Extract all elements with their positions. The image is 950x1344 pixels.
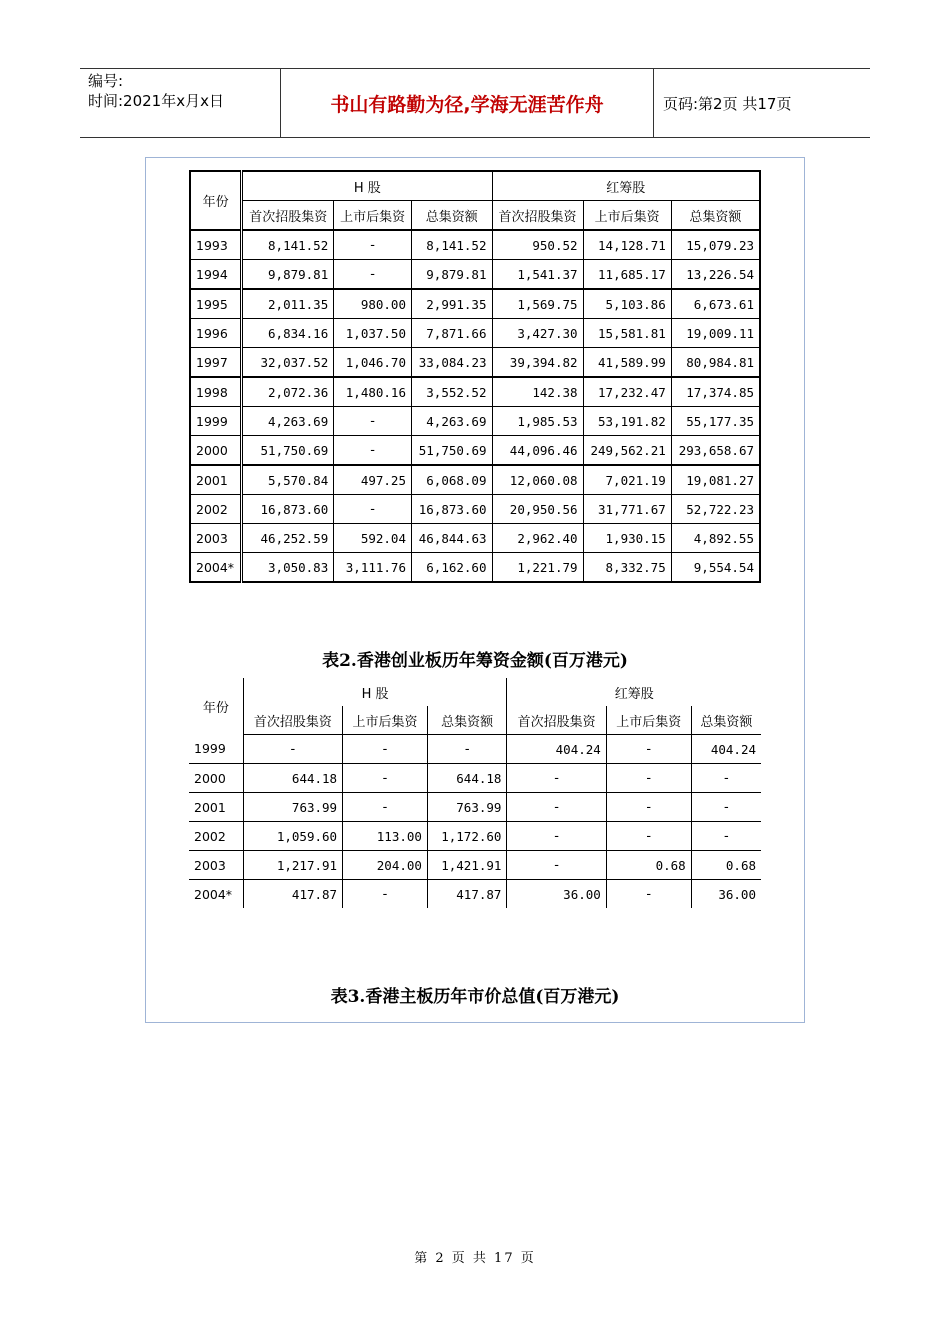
- value-cell: 1,480.16: [334, 377, 412, 407]
- value-cell: 51,750.69: [242, 436, 334, 466]
- value-cell: 33,084.23: [411, 348, 492, 378]
- column-header: 总集资额: [671, 201, 760, 231]
- value-cell: 2,962.40: [492, 524, 583, 553]
- value-cell: 6,068.09: [411, 465, 492, 495]
- year-cell: 1995: [190, 289, 242, 319]
- column-header: 首次招股集资: [507, 706, 606, 735]
- value-cell: -: [334, 230, 412, 260]
- value-cell: 9,879.81: [411, 260, 492, 290]
- table-row: [189, 851, 761, 880]
- table-row: [190, 377, 760, 407]
- value-cell: 763.99: [243, 793, 342, 822]
- year-cell: 2002: [189, 822, 243, 851]
- value-cell: -: [606, 822, 691, 851]
- table-row: [190, 524, 760, 553]
- value-cell: 5,103.86: [583, 289, 671, 319]
- caption-table2: 表2.香港创业板历年筹资金额(百万港元): [322, 651, 628, 671]
- value-cell: 20,950.56: [492, 495, 583, 524]
- value-cell: -: [343, 880, 428, 909]
- value-cell: 204.00: [343, 851, 428, 880]
- year-cell: 2002: [190, 495, 242, 524]
- value-cell: 5,570.84: [242, 465, 334, 495]
- table-row: [190, 289, 760, 319]
- value-cell: 980.00: [334, 289, 412, 319]
- value-cell: 1,046.70: [334, 348, 412, 378]
- value-cell: 8,332.75: [583, 553, 671, 583]
- year-cell: 2004*: [189, 880, 243, 909]
- value-cell: 1,221.79: [492, 553, 583, 583]
- table-row: [189, 764, 761, 793]
- value-cell: 1,037.50: [334, 319, 412, 348]
- table-row: [189, 793, 761, 822]
- value-cell: 1,172.60: [427, 822, 507, 851]
- year-cell: 1996: [190, 319, 242, 348]
- year-cell: 1999: [190, 407, 242, 436]
- table-row: [190, 319, 760, 348]
- value-cell: -: [507, 764, 606, 793]
- year-cell: 1999: [189, 735, 243, 764]
- table-h-share-red-chip-main: [189, 170, 761, 583]
- table-row: [189, 735, 761, 764]
- value-cell: -: [606, 880, 691, 909]
- year-cell: 2000: [189, 764, 243, 793]
- value-cell: -: [334, 407, 412, 436]
- value-cell: 46,844.63: [411, 524, 492, 553]
- value-cell: 8,141.52: [242, 230, 334, 260]
- value-cell: 16,873.60: [411, 495, 492, 524]
- value-cell: -: [507, 851, 606, 880]
- h-share-header: H 股: [243, 678, 507, 706]
- year-cell: 2001: [190, 465, 242, 495]
- value-cell: 36.00: [718, 886, 756, 902]
- year-cell: 2004*: [190, 553, 242, 583]
- value-cell: 293,658.67: [671, 436, 760, 466]
- time-label: 时间:2021年x月x日: [88, 92, 224, 110]
- value-cell: 1,217.91: [243, 851, 342, 880]
- column-header: 上市后集资: [343, 706, 428, 735]
- header-row-columns: [189, 706, 761, 735]
- value-cell: 15,079.23: [671, 230, 760, 260]
- column-header: 上市后集资: [606, 706, 691, 735]
- value-cell: 6,673.61: [671, 289, 760, 319]
- value-cell: 3,552.52: [411, 377, 492, 407]
- value-cell: 0.68: [691, 851, 761, 880]
- value-cell: 4,892.55: [671, 524, 760, 553]
- value-cell: -: [606, 793, 691, 822]
- header-row-groups: [189, 678, 761, 706]
- value-cell: 644.18: [243, 764, 342, 793]
- year-cell: 1993: [190, 230, 242, 260]
- header-row-groups: [190, 171, 760, 201]
- value-cell: 3,427.30: [492, 319, 583, 348]
- column-header: 上市后集资: [583, 201, 671, 231]
- value-cell: 2,991.35: [411, 289, 492, 319]
- value-cell: -: [334, 495, 412, 524]
- value-cell: 41,589.99: [583, 348, 671, 378]
- column-header: 首次招股集资: [242, 201, 334, 231]
- value-cell: 9,554.54: [671, 553, 760, 583]
- table-row: [190, 260, 760, 290]
- value-cell: -: [343, 764, 428, 793]
- year-header: 年份: [189, 678, 243, 735]
- value-cell: -: [507, 822, 606, 851]
- value-cell: 39,394.82: [492, 348, 583, 378]
- value-cell: 4,263.69: [242, 407, 334, 436]
- value-cell: -: [343, 793, 428, 822]
- code-label: 编号:: [88, 72, 124, 90]
- value-cell: 417.87: [243, 880, 342, 909]
- value-cell: 13,226.54: [671, 260, 760, 290]
- value-cell: -: [334, 436, 412, 466]
- page-info: 页码:第2页 共17页: [663, 94, 792, 113]
- h-share-header: H 股: [242, 171, 492, 201]
- red-chip-header: 红筹股: [492, 171, 760, 201]
- value-cell: -: [691, 764, 761, 793]
- value-cell: -: [427, 735, 507, 764]
- column-header: 上市后集资: [334, 201, 412, 231]
- value-cell: 15,581.81: [583, 319, 671, 348]
- value-cell: 51,750.69: [411, 436, 492, 466]
- value-cell: 14,128.71: [583, 230, 671, 260]
- value-cell: 404.24: [507, 735, 606, 764]
- value-cell: 0.68: [606, 851, 691, 880]
- value-cell: 113.00: [343, 822, 428, 851]
- value-cell: 36.00: [507, 880, 606, 909]
- value-cell: 404.24: [691, 735, 761, 764]
- column-header: 首次招股集资: [492, 201, 583, 231]
- value-cell: 16,873.60: [242, 495, 334, 524]
- header-meta: [80, 69, 280, 137]
- column-header: 总集资额: [411, 201, 492, 231]
- value-cell: 9,879.81: [242, 260, 334, 290]
- value-cell: 1,569.75: [492, 289, 583, 319]
- value-cell: -: [243, 735, 342, 764]
- value-cell: 3,111.76: [334, 553, 412, 583]
- header-row-columns: [190, 201, 760, 231]
- value-cell: 17,232.47: [583, 377, 671, 407]
- value-cell: 12,060.08: [492, 465, 583, 495]
- value-cell: 55,177.35: [671, 407, 760, 436]
- table-row: [189, 822, 761, 851]
- value-cell: 44,096.46: [492, 436, 583, 466]
- year-cell: 1994: [190, 260, 242, 290]
- column-header: 总集资额: [427, 706, 507, 735]
- table-row: [190, 230, 760, 260]
- value-cell: 417.87: [427, 880, 507, 909]
- value-cell: 497.25: [334, 465, 412, 495]
- table-row: [190, 553, 760, 583]
- year-cell: 2003: [190, 524, 242, 553]
- year-cell: 2001: [189, 793, 243, 822]
- value-cell: 19,009.11: [671, 319, 760, 348]
- value-cell: -: [691, 793, 761, 822]
- column-header: 总集资额: [691, 706, 761, 735]
- year-header: 年份: [190, 171, 242, 230]
- value-cell: 142.38: [492, 377, 583, 407]
- value-cell: 31,771.67: [583, 495, 671, 524]
- value-cell: 1,541.37: [492, 260, 583, 290]
- value-cell: 1,421.91: [427, 851, 507, 880]
- value-cell: 52,722.23: [671, 495, 760, 524]
- value-cell: -: [691, 822, 761, 851]
- value-cell: -: [343, 735, 428, 764]
- value-cell: -: [507, 793, 606, 822]
- year-cell: 1998: [190, 377, 242, 407]
- year-cell: 1997: [190, 348, 242, 378]
- year-cell: 2000: [190, 436, 242, 466]
- value-cell: -: [606, 764, 691, 793]
- value-cell: 763.99: [427, 793, 507, 822]
- table-row: [190, 436, 760, 466]
- value-cell: 46,252.59: [242, 524, 334, 553]
- value-cell: 1,930.15: [583, 524, 671, 553]
- value-cell: 644.18: [427, 764, 507, 793]
- year-cell: 2003: [189, 851, 243, 880]
- caption-table3: 表3.香港主板历年市价总值(百万港元): [330, 987, 620, 1007]
- value-cell: 7,871.66: [411, 319, 492, 348]
- value-cell: 17,374.85: [671, 377, 760, 407]
- page-footer: 第 2 页 共 17 页: [414, 1251, 536, 1266]
- table-gem-fundraising: [189, 678, 761, 908]
- value-cell: 249,562.21: [583, 436, 671, 466]
- value-cell: 950.52: [492, 230, 583, 260]
- value-cell: 2,011.35: [242, 289, 334, 319]
- value-cell: 19,081.27: [671, 465, 760, 495]
- motto: 书山有路勤为径,学海无涯苦作舟: [280, 69, 654, 137]
- red-chip-header: 红筹股: [614, 686, 654, 702]
- table-row: [190, 407, 760, 436]
- value-cell: 7,021.19: [583, 465, 671, 495]
- value-cell: 32,037.52: [242, 348, 334, 378]
- value-cell: 80,984.81: [671, 348, 760, 378]
- value-cell: 3,050.83: [242, 553, 334, 583]
- value-cell: -: [334, 260, 412, 290]
- value-cell: 53,191.82: [583, 407, 671, 436]
- value-cell: 4,263.69: [411, 407, 492, 436]
- value-cell: 8,141.52: [411, 230, 492, 260]
- table-row: [189, 880, 761, 909]
- value-cell: 1,985.53: [492, 407, 583, 436]
- table-row: [190, 495, 760, 524]
- table-row: [190, 465, 760, 495]
- value-cell: 592.04: [334, 524, 412, 553]
- column-header: 首次招股集资: [243, 706, 342, 735]
- value-cell: -: [606, 735, 691, 764]
- value-cell: 6,834.16: [242, 319, 334, 348]
- table-row: [190, 348, 760, 378]
- value-cell: 11,685.17: [583, 260, 671, 290]
- page-header: [80, 68, 870, 138]
- value-cell: 2,072.36: [242, 377, 334, 407]
- value-cell: 6,162.60: [411, 553, 492, 583]
- value-cell: 1,059.60: [243, 822, 342, 851]
